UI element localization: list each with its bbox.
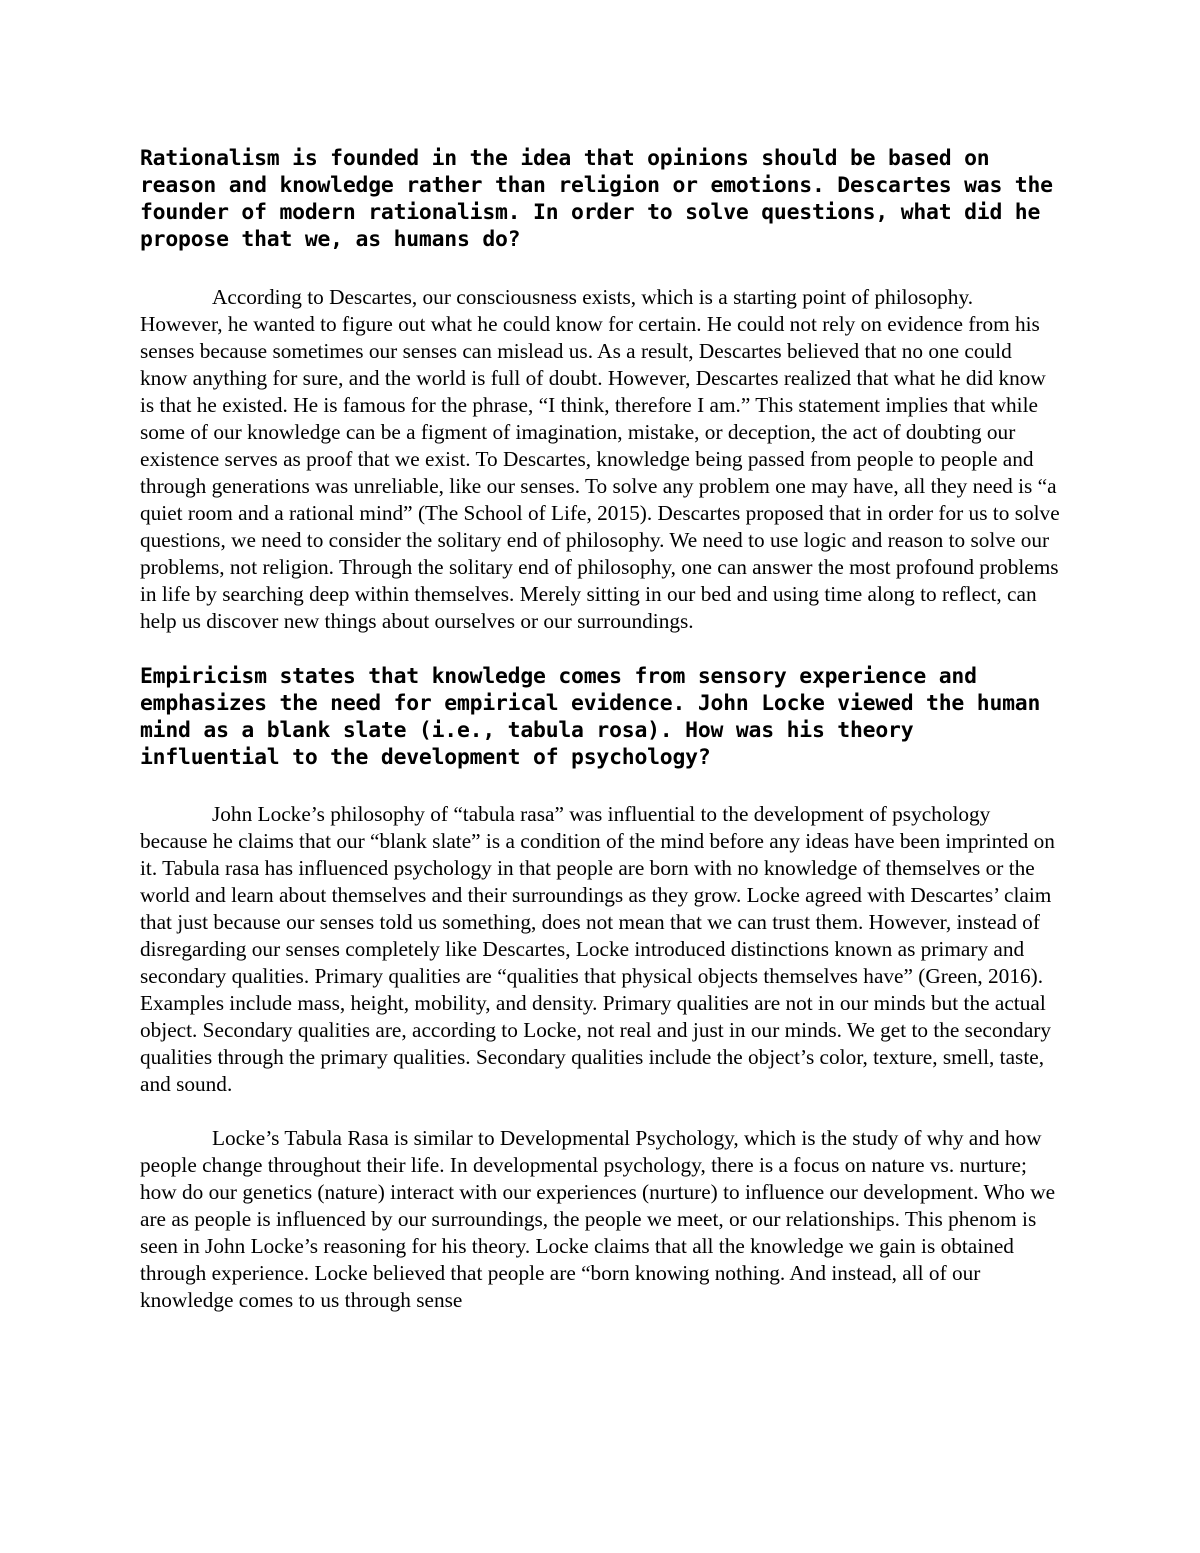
- answer-locke-paragraph-2: Locke’s Tabula Rasa is similar to Developmental Psychology, which is the study of why and how people change throughout their life. In developmental psychology, there is a focus on nature vs. nurture; how do our genetics (nature) interact with our experiences (nurture) to influence our development. Who we are as people is influenced by our surroundings, the people we meet, or our relationships. This phenom is seen in John Locke’s reasoning for his theory. Locke claims that all the knowledge we gain is obtained through experience. Locke believed that people are “born knowing nothing. And instead, all of our knowledge comes to us through sense: [140, 1126, 1056, 1312]
- answer-locke-paragraph-1: John Locke’s philosophy of “tabula rasa” was influential to the development of psychology because he claims that our “blank slate” is a condition of the mind before any ideas have been imprinted on it. Tabula rasa has influenced psychology in that people are born with no knowledge of themselves or the world and learn about themselves and their surroundings as they grow. Locke agreed with Descartes’ claim that just because our senses told us something, does not mean that we can trust them. However, instead of disregarding our senses completely like Descartes, Locke introduced distinctions known as primary and secondary qualities. Primary qualities are “qualities that physical objects themselves have” (Green, 2016). Examples include mass, height, mobility, and density. Primary qualities are not in our minds but the actual object. Secondary qualities are, according to Locke, not real and just in our minds. We get to the secondary qualities through the primary qualities. Secondary qualities include the object’s color, texture, smell, taste, and sound.: [140, 802, 1055, 1096]
- question-empiricism: Empiricism states that knowledge comes from sensory experience and emphasizes the need for empirical evidence. John Locke viewed the human mind as a blank slate (i.e., tabula rosa). How was his theory influential to the development of psychology?: [140, 664, 1041, 770]
- question-rationalism: Rationalism is founded in the idea that opinions should be based on reason and knowledge rather than religion or emotions. Descartes was the founder of modern rationalism. In order to solve questions, what did he propose that we, as humans do?: [140, 146, 1053, 252]
- answer-descartes-paragraph: According to Descartes, our consciousness exists, which is a starting point of philosophy. However, he wanted to figure out what he could know for certain. He could not rely on evidence from his senses because sometimes our senses can mislead us. As a result, Descartes believed that no one could know anything for sure, and the world is full of doubt. However, Descartes realized that what he did know is that he existed. He is famous for the phrase, “I think, therefore I am.” This statement implies that while some of our knowledge can be a figment of imagination, mistake, or deception, the act of doubting our existence serves as proof that we exist. To Descartes, knowledge being passed from people to people and through generations was unreliable, like our senses. To solve any problem one may have, all they need is “a quiet room and a rational mind” (The School of Life, 2015). Descartes proposed that in order for us to solve questions, we need to consider the solitary end of philosophy. We need to use logic and reason to solve our problems, not religion. Through the solitary end of philosophy, one can answer the most profound problems in life by searching deep within themselves. Merely sitting in our bed and using time along to reflect, can help us discover new things about ourselves or our surroundings.: [140, 285, 1060, 633]
- document-page: [140, 140, 1060, 1314]
